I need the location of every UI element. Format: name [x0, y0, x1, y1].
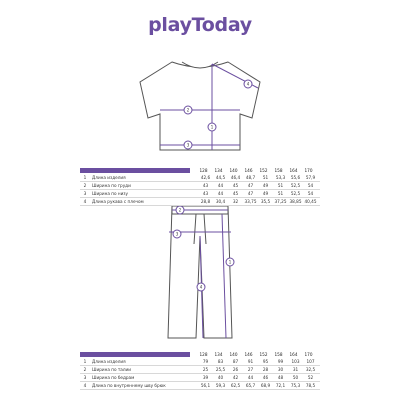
table-cell: 65,7: [245, 383, 256, 388]
row-values: [198, 191, 318, 196]
table-cell: 62,5: [230, 383, 241, 388]
svg-text:1: 1: [210, 124, 214, 130]
tshirt-callout-4: [244, 80, 252, 88]
table-cell: 46: [262, 375, 269, 380]
table-cell: 52,5: [290, 191, 301, 196]
table-cell: 49: [262, 183, 269, 188]
table-cell: 44,5: [215, 175, 226, 180]
table-cell: 42: [232, 375, 239, 380]
size-label: 152: [259, 167, 268, 173]
row-number: 2: [83, 183, 87, 188]
table-cell: 48: [277, 375, 284, 380]
trousers-callout-3: [173, 230, 181, 238]
table-cell: 57,9: [305, 175, 316, 180]
table-cell: 107: [306, 359, 315, 364]
table-row: [80, 366, 320, 374]
table-cell: 43: [202, 191, 209, 196]
table-row: [80, 198, 320, 206]
row-values: [198, 383, 318, 388]
size-label: 170: [304, 167, 313, 173]
table-cell: 45: [232, 191, 239, 196]
table-cell: 33,75: [244, 199, 257, 204]
table-cell: 28,8: [200, 199, 211, 204]
header-bar: [80, 352, 190, 357]
svg-text:4: 4: [199, 284, 203, 290]
table-cell: 54: [307, 191, 314, 196]
table-cell: 47: [247, 191, 254, 196]
size-label: 128: [199, 351, 208, 357]
table-cell: 103: [291, 359, 300, 364]
table-row: [80, 382, 320, 390]
row-number: 2: [83, 367, 87, 372]
tshirt-size-table: [80, 166, 320, 206]
row-label: Длина по внутреннему шву брюк: [92, 383, 166, 388]
table-cell: 39: [202, 375, 209, 380]
table-cell: 51: [262, 175, 269, 180]
trousers-size-table: [80, 350, 320, 390]
size-label: 146: [244, 351, 253, 357]
table-cell: 40,45: [304, 199, 317, 204]
table-cell: 28: [262, 367, 269, 372]
row-number: 4: [83, 199, 87, 204]
table-row: [80, 374, 320, 382]
row-values: [198, 359, 318, 364]
size-label: 146: [244, 167, 253, 173]
row-number: 1: [83, 359, 87, 364]
table-cell: 40: [217, 375, 224, 380]
table-cell: 30,4: [215, 199, 226, 204]
table-cell: 95: [262, 359, 269, 364]
table-cell: 79: [202, 359, 209, 364]
svg-text:2: 2: [186, 107, 190, 113]
svg-text:2: 2: [178, 207, 182, 213]
row-label: Длина изделия: [92, 359, 126, 364]
table-cell: 56,1: [200, 383, 211, 388]
svg-text:1: 1: [228, 259, 232, 265]
size-label: 158: [274, 351, 283, 357]
tshirt-callout-3: [184, 141, 192, 149]
tshirt-callout-1: [208, 123, 216, 131]
table-cell: 44: [217, 191, 224, 196]
row-label: Ширина по талии: [92, 367, 131, 372]
trousers-illustration: [168, 206, 234, 338]
size-columns: [196, 352, 316, 357]
trousers-callout-2: [176, 206, 184, 214]
table-cell: 53,3: [275, 175, 286, 180]
size-label: 140: [229, 351, 238, 357]
table-cell: 27: [247, 367, 254, 372]
size-label: 170: [304, 351, 313, 357]
table-cell: 47: [247, 183, 254, 188]
size-label: 158: [274, 167, 283, 173]
size-label: 128: [199, 167, 208, 173]
size-label: 164: [289, 167, 298, 173]
table-cell: 46,4: [230, 175, 241, 180]
table-cell: 30: [277, 367, 284, 372]
table-cell: 52,5: [290, 183, 301, 188]
table-cell: 68,9: [260, 383, 271, 388]
table-cell: 99: [277, 359, 284, 364]
table-cell: 43: [202, 183, 209, 188]
size-label: 152: [259, 351, 268, 357]
table-cell: 37,25: [274, 199, 287, 204]
header-bar: [80, 168, 190, 173]
row-label: Ширина по груди: [92, 183, 131, 188]
table-cell: 48,7: [245, 175, 256, 180]
table-cell: 51: [277, 191, 284, 196]
row-label: Длина рукава с плечом: [92, 199, 144, 204]
table-cell: 26: [232, 367, 239, 372]
svg-text:3: 3: [175, 231, 179, 237]
table-cell: 50: [292, 375, 299, 380]
table-cell: 55,6: [290, 175, 301, 180]
svg-text:4: 4: [246, 81, 250, 87]
row-number: 3: [83, 191, 87, 196]
table-cell: 32: [232, 199, 239, 204]
table-cell: 31: [292, 367, 299, 372]
row-values: [198, 367, 318, 372]
brand-logo: playToday: [148, 14, 252, 36]
table-row: [80, 182, 320, 190]
row-label: Длина изделия: [92, 175, 126, 180]
table-cell: 25,5: [215, 367, 226, 372]
size-label: 164: [289, 351, 298, 357]
table-header: [80, 350, 320, 358]
table-cell: 91: [247, 359, 254, 364]
table-cell: 87: [232, 359, 239, 364]
table-cell: 54: [307, 183, 314, 188]
table-cell: 49: [262, 191, 269, 196]
row-values: [198, 199, 318, 204]
table-cell: 44: [247, 375, 254, 380]
table-row: [80, 174, 320, 182]
row-number: 3: [83, 375, 87, 380]
table-cell: 52: [307, 375, 314, 380]
table-cell: 83: [217, 359, 224, 364]
table-cell: 42,6: [200, 175, 211, 180]
row-values: [198, 175, 318, 180]
table-cell: 45: [232, 183, 239, 188]
table-cell: 72,1: [275, 383, 286, 388]
row-number: 4: [83, 383, 87, 388]
row-label: Ширина по низу: [92, 191, 129, 196]
row-values: [198, 375, 318, 380]
table-row: [80, 190, 320, 198]
size-label: 140: [229, 167, 238, 173]
table-cell: 59,3: [215, 383, 226, 388]
table-cell: 25: [202, 367, 209, 372]
size-label: 134: [214, 167, 223, 173]
table-cell: 78,5: [305, 383, 316, 388]
tshirt-callout-2: [184, 106, 192, 114]
table-cell: 75,3: [290, 383, 301, 388]
row-values: [198, 183, 318, 188]
table-header: [80, 166, 320, 174]
trousers-callout-4: [197, 283, 205, 291]
size-label: 134: [214, 351, 223, 357]
tshirt-illustration: [140, 62, 260, 150]
row-label: Ширина по бедрам: [92, 375, 135, 380]
table-cell: 51: [277, 183, 284, 188]
svg-text:3: 3: [186, 142, 190, 148]
table-cell: 38,85: [289, 199, 302, 204]
table-cell: 35,5: [260, 199, 271, 204]
row-number: 1: [83, 175, 87, 180]
table-row: [80, 358, 320, 366]
size-columns: [196, 168, 316, 173]
table-cell: 44: [217, 183, 224, 188]
table-cell: 32,5: [305, 367, 316, 372]
trousers-callout-1: [226, 258, 234, 266]
